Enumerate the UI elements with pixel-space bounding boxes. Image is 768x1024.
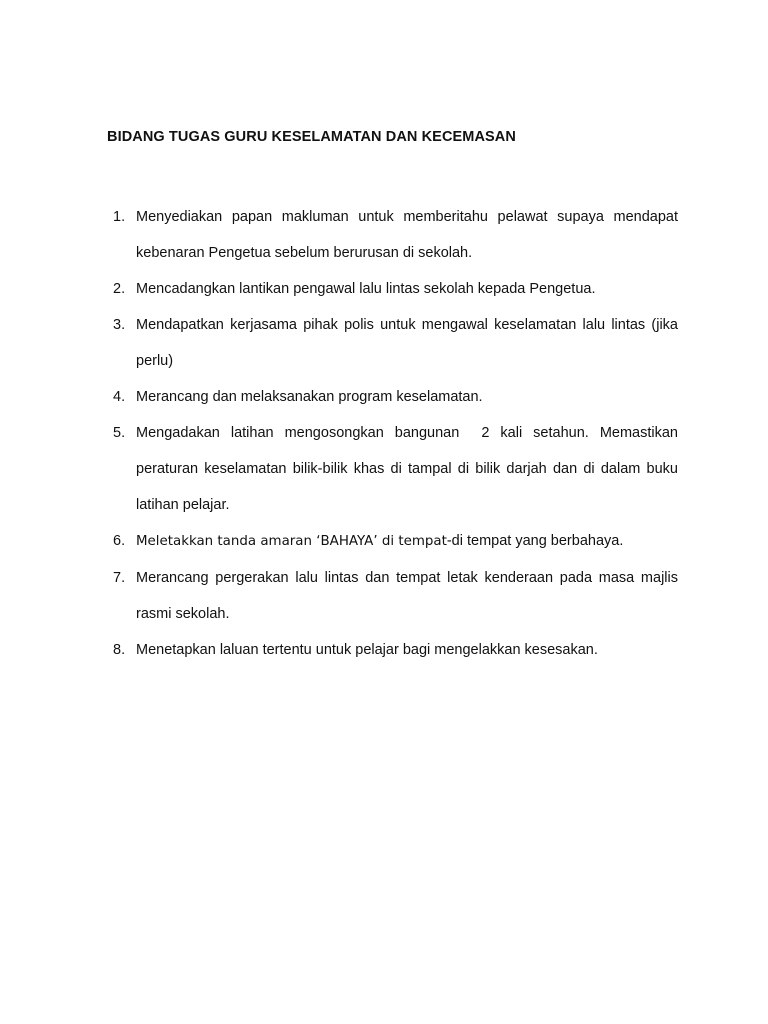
item-number: 6.: [113, 533, 126, 549]
item-number: 4.: [113, 389, 126, 405]
item-number: 2.: [113, 281, 126, 297]
item-text: Menyediakan papan makluman untuk memberitahu pelawat supaya mendapat kebenaran Pengetua sebelum berurusan di sekolah.: [136, 209, 678, 261]
list-item: [107, 523, 678, 560]
item-text: [136, 523, 678, 560]
list-item: [107, 307, 678, 379]
item-number: 7.: [113, 570, 126, 586]
item-text: Menetapkan laluan tertentu untuk pelajar bagi mengelakkan kesesakan.: [136, 642, 598, 658]
list-item: [107, 271, 678, 307]
item-text: Merancang dan melaksanakan program keselamatan.: [136, 389, 483, 405]
list-item: [107, 199, 678, 271]
item-number: 8.: [113, 642, 126, 658]
item-text-part2: -di tempat yang berbahaya.: [446, 533, 624, 549]
item-text: Mendapatkan kerjasama pihak polis untuk mengawal keselamatan lalu lintas (jika perlu): [136, 317, 678, 369]
duty-list: [107, 199, 683, 668]
item-text: Merancang pergerakan lalu lintas dan tempat letak kenderaan pada masa majlis rasmi sekolah.: [136, 570, 678, 622]
list-item: [107, 560, 678, 632]
item-text: Mengadakan latihan mengosongkan bangunan 2 kali setahun. Memastikan peraturan keselamatan bilik-bilik khas di tampal di bilik darjah dan di dalam buku latihan pelajar.: [136, 425, 683, 513]
item-number: 1.: [113, 209, 126, 225]
document-title: BIDANG TUGAS GURU KESELAMATAN DAN KECEMASAN: [107, 129, 516, 145]
item-text: Mencadangkan lantikan pengawal lalu lintas sekolah kepada Pengetua.: [136, 281, 596, 297]
item-text-part1: Meletakkan tanda amaran ‘BAHAYA’ di tempat: [136, 534, 447, 549]
list-item: [107, 379, 678, 415]
list-item: [107, 415, 683, 523]
item-number: 3.: [113, 317, 126, 333]
list-item: [107, 632, 678, 668]
item-number: 5.: [113, 425, 126, 441]
